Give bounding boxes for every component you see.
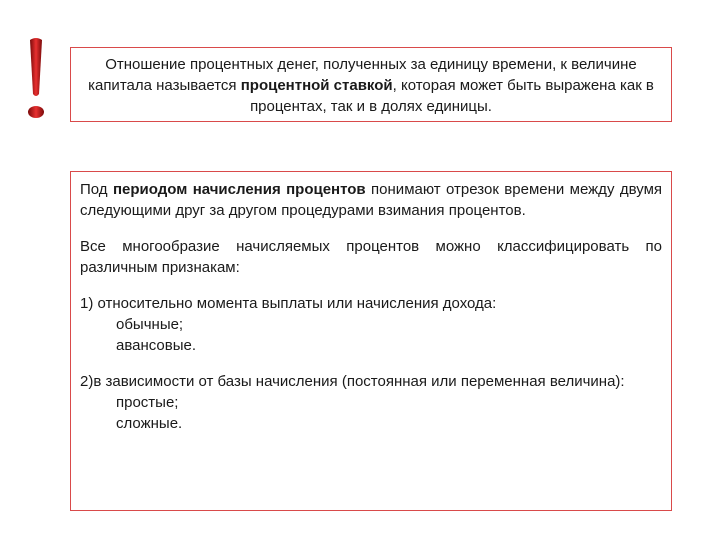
group2-item: сложные. (116, 415, 183, 432)
definition-part1: Отношение процентных денег, полученных за единицу времени, к величине капитала называется (88, 56, 637, 94)
definition-text (81, 54, 661, 117)
definition-term: процентной ставкой (240, 77, 393, 94)
group1-item: обычные; (116, 316, 184, 333)
classification-paragraph: Все многообразие начисляемых процентов можно классифицировать по различным признакам: (80, 238, 662, 276)
group2-item: простые; (116, 394, 179, 411)
period-suffix: понимают отрезок времени между двумя следующими друг за другом процедурами взимания процентов. (80, 181, 663, 219)
details-box (70, 171, 672, 511)
definition-part2: , которая может быть выражена как в процентах, так и в долях единицы. (250, 77, 654, 115)
group1-item: авансовые. (116, 337, 197, 354)
exclamation-mark-icon (22, 36, 50, 126)
period-prefix: Под (80, 181, 113, 198)
period-term: периодом начисления процентов (112, 181, 366, 198)
group1-heading: 1) относительно момента выплаты или начисления дохода: (80, 295, 497, 312)
group2-heading: 2)в зависимости от базы начисления (постоянная или переменная величина): (80, 373, 625, 390)
definition-box (70, 47, 672, 122)
period-paragraph (80, 179, 662, 221)
